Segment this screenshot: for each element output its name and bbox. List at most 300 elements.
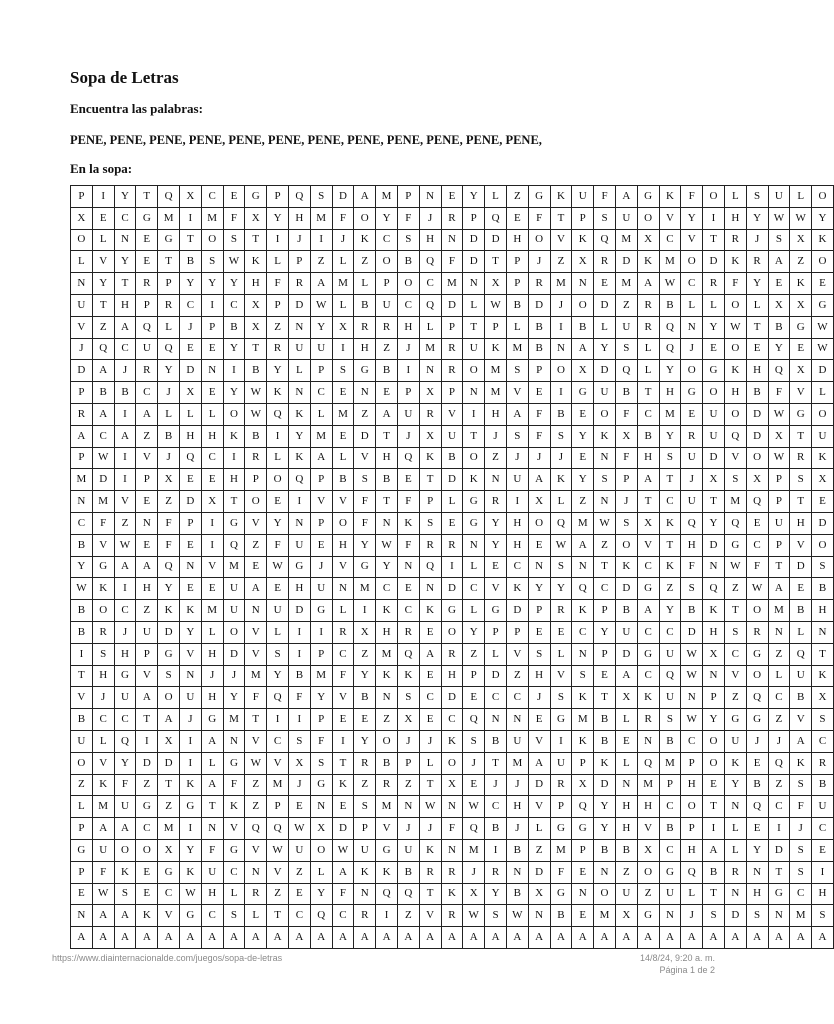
grid-cell: L [594,316,616,338]
grid-cell: F [397,534,419,556]
grid-cell: E [594,665,616,687]
grid-cell: G [441,600,463,622]
grid-cell: D [528,861,550,883]
grid-cell: P [71,818,93,840]
grid-cell: M [332,403,354,425]
grid-cell: O [376,730,398,752]
grid-cell: B [179,251,201,273]
grid-cell: R [441,534,463,556]
grid-cell: I [441,556,463,578]
grid-cell: D [223,643,245,665]
grid-cell: R [354,752,376,774]
grid-cell: B [397,861,419,883]
grid-cell: M [92,491,114,513]
grid-cell: K [812,447,834,469]
grid-cell: W [376,534,398,556]
grid-cell: B [615,382,637,404]
grid-cell: B [506,839,528,861]
grid-cell: G [288,556,310,578]
grid-cell: Y [485,512,507,534]
grid-cell: S [790,839,812,861]
grid-row [71,360,834,382]
grid-cell: F [223,774,245,796]
grid-cell: U [288,338,310,360]
grid-cell: O [681,251,703,273]
grid-cell: J [71,338,93,360]
grid-cell: J [397,730,419,752]
grid-cell: A [659,927,681,949]
grid-cell: D [179,491,201,513]
grid-cell: R [637,709,659,731]
grid-cell: F [354,491,376,513]
grid-cell: Y [594,818,616,840]
grid-cell: A [71,425,93,447]
grid-cell: R [550,774,572,796]
grid-cell: A [136,556,158,578]
grid-cell: N [550,338,572,360]
grid-cell: P [703,687,725,709]
grid-cell: X [637,839,659,861]
grid-cell: K [724,360,746,382]
grid-cell: C [223,294,245,316]
grid-cell: E [419,621,441,643]
grid-cell: O [267,469,289,491]
grid-cell: B [812,774,834,796]
grid-cell: V [332,687,354,709]
grid-cell: U [615,883,637,905]
grid-cell: G [223,752,245,774]
grid-cell: H [659,382,681,404]
grid-cell: Z [158,796,180,818]
grid-cell: L [463,600,485,622]
grid-cell: Y [485,883,507,905]
grid-cell: V [790,534,812,556]
grid-cell: J [681,905,703,927]
grid-cell: X [179,382,201,404]
grid-cell: X [419,425,441,447]
grid-cell: D [441,687,463,709]
grid-cell: F [528,403,550,425]
grid-cell: L [463,556,485,578]
grid-cell: C [506,687,528,709]
grid-cell: A [354,186,376,208]
grid-cell: A [223,927,245,949]
grid-cell: Q [136,316,158,338]
grid-cell: P [267,796,289,818]
grid-cell: O [681,796,703,818]
grid-cell: A [572,338,594,360]
grid-cell: M [223,709,245,731]
grid-cell: N [724,796,746,818]
grid-cell: B [71,534,93,556]
grid-cell: S [550,687,572,709]
grid-cell: U [92,839,114,861]
grid-cell: A [136,687,158,709]
grid-cell: J [288,229,310,251]
grid-cell: C [114,709,136,731]
grid-cell: X [703,643,725,665]
grid-cell: U [397,839,419,861]
grid-cell: A [528,752,550,774]
grid-cell: W [724,316,746,338]
grid-cell: S [746,905,768,927]
grid-cell: G [550,709,572,731]
grid-cell: L [681,883,703,905]
grid-cell: Z [615,294,637,316]
grid-cell: J [485,425,507,447]
grid-cell: Q [703,578,725,600]
grid-row [71,905,834,927]
grid-cell: K [179,861,201,883]
grid-cell: K [637,687,659,709]
grid-cell: U [812,796,834,818]
grid-cell: Z [114,512,136,534]
grid-cell: L [485,186,507,208]
grid-cell: Q [419,251,441,273]
grid-cell: P [768,534,790,556]
grid-cell: N [71,491,93,513]
grid-cell: B [659,818,681,840]
grid-cell: R [354,316,376,338]
grid-cell: S [724,621,746,643]
grid-cell: J [506,774,528,796]
grid-cell: K [790,273,812,295]
grid-cell: K [485,338,507,360]
grid-cell: Z [790,251,812,273]
grid-cell: J [332,229,354,251]
grid-cell: E [267,578,289,600]
grid-cell: S [158,665,180,687]
grid-cell: W [267,839,289,861]
grid-cell: O [158,687,180,709]
grid-cell: C [419,687,441,709]
grid-cell: L [615,752,637,774]
grid-cell: L [550,643,572,665]
grid-cell: T [332,752,354,774]
grid-cell: E [419,665,441,687]
grid-cell: D [768,839,790,861]
grid-cell: X [71,207,93,229]
grid-cell: M [550,273,572,295]
grid-cell: M [71,469,93,491]
grid-cell: I [201,512,223,534]
grid-cell: L [71,251,93,273]
grid-cell: H [681,534,703,556]
grid-cell: J [463,861,485,883]
grid-cell: L [637,338,659,360]
grid-cell: B [158,425,180,447]
grid-cell: X [463,883,485,905]
grid-cell: E [332,709,354,731]
grid-cell: P [354,818,376,840]
grid-cell: M [463,839,485,861]
grid-cell: T [419,774,441,796]
grid-cell: R [790,447,812,469]
grid-cell: S [790,861,812,883]
grid-cell: G [746,643,768,665]
grid-cell: U [594,382,616,404]
grid-cell: P [681,818,703,840]
grid-cell: U [659,687,681,709]
grid-cell: N [441,796,463,818]
grid-cell: E [245,556,267,578]
grid-cell: S [332,360,354,382]
grid-cell: O [724,294,746,316]
grid-cell: V [158,905,180,927]
grid-cell: X [485,273,507,295]
grid-cell: G [92,556,114,578]
grid-cell: T [724,600,746,622]
grid-cell: N [681,316,703,338]
grid-cell: U [506,469,528,491]
grid-cell: Y [812,207,834,229]
grid-cell: T [703,883,725,905]
grid-cell: K [441,883,463,905]
grid-cell: V [267,861,289,883]
grid-cell: N [463,382,485,404]
grid-cell: J [790,818,812,840]
grid-cell: B [397,251,419,273]
grid-cell: B [572,316,594,338]
grid-cell: Q [114,730,136,752]
grid-cell: L [158,403,180,425]
grid-cell: B [681,600,703,622]
grid-cell: A [71,927,93,949]
grid-cell: W [463,905,485,927]
grid-cell: G [136,207,158,229]
grid-cell: P [594,600,616,622]
grid-cell: K [92,578,114,600]
grid-cell: Z [310,251,332,273]
grid-cell: Q [267,687,289,709]
grid-row [71,796,834,818]
grid-cell: Y [572,469,594,491]
grid-cell: O [71,229,93,251]
grid-cell: A [201,927,223,949]
grid-cell: I [310,621,332,643]
grid-cell: L [637,360,659,382]
grid-cell: T [659,534,681,556]
grid-cell: D [288,294,310,316]
grid-cell: E [768,273,790,295]
grid-cell: P [288,251,310,273]
grid-cell: L [419,316,441,338]
grid-cell: Y [158,578,180,600]
grid-cell: X [419,382,441,404]
grid-cell: O [463,360,485,382]
grid-cell: I [92,186,114,208]
grid-cell: K [637,251,659,273]
grid-cell: N [332,578,354,600]
grid-cell: A [376,927,398,949]
grid-cell: W [288,818,310,840]
grid-cell: N [71,905,93,927]
grid-cell: L [812,382,834,404]
grid-cell: Y [71,556,93,578]
grid-cell: Y [746,273,768,295]
grid-cell: S [615,512,637,534]
grid-cell: V [92,752,114,774]
grid-cell: A [332,861,354,883]
grid-cell: P [506,621,528,643]
grid-cell: P [659,774,681,796]
grid-cell: J [179,709,201,731]
grid-cell: Y [267,207,289,229]
grid-cell: O [746,665,768,687]
grid-cell: P [310,643,332,665]
grid-cell: B [659,730,681,752]
grid-cell: C [790,883,812,905]
grid-cell: L [419,752,441,774]
grid-cell: D [790,556,812,578]
grid-cell: W [71,578,93,600]
grid-cell: R [136,273,158,295]
grid-cell: D [594,360,616,382]
grid-cell: S [223,229,245,251]
grid-cell: U [681,447,703,469]
grid-cell: M [201,600,223,622]
grid-cell: K [376,665,398,687]
grid-cell: Y [594,338,616,360]
grid-cell: X [790,229,812,251]
grid-cell: K [397,665,419,687]
grid-cell: G [812,294,834,316]
grid-cell: Q [681,512,703,534]
grid-cell: N [245,600,267,622]
word-search-grid [70,185,834,949]
grid-cell: B [812,578,834,600]
grid-cell: L [354,273,376,295]
grid-cell: C [506,556,528,578]
grid-cell: H [790,512,812,534]
grid-cell: L [201,621,223,643]
grid-cell: S [724,469,746,491]
grid-cell: U [790,665,812,687]
grid-cell: S [506,425,528,447]
grid-cell: I [550,730,572,752]
grid-cell: J [419,730,441,752]
grid-cell: N [485,709,507,731]
grid-row [71,382,834,404]
grid-cell: Q [637,752,659,774]
grid-cell: N [594,447,616,469]
grid-cell: C [376,229,398,251]
grid-cell: L [92,730,114,752]
grid-cell: A [703,839,725,861]
grid-cell: E [594,273,616,295]
grid-cell: M [550,839,572,861]
grid-cell: I [397,360,419,382]
grid-cell: N [594,491,616,513]
grid-cell: H [354,338,376,360]
grid-cell: H [724,207,746,229]
grid-cell: G [201,709,223,731]
grid-cell: Q [419,294,441,316]
grid-cell: M [223,556,245,578]
grid-cell: N [397,556,419,578]
grid-cell: M [615,273,637,295]
grid-cell: E [92,207,114,229]
grid-cell: Z [136,425,158,447]
grid-cell: V [310,491,332,513]
grid-cell: Y [223,687,245,709]
grid-cell: J [179,316,201,338]
grid-cell: Y [594,621,616,643]
grid-cell: W [681,709,703,731]
grid-cell: Q [397,447,419,469]
grid-cell: Q [288,186,310,208]
grid-cell: P [201,316,223,338]
grid-row [71,491,834,513]
grid-cell: K [288,403,310,425]
grid-cell: V [201,556,223,578]
grid-cell: Q [724,512,746,534]
grid-cell: R [550,600,572,622]
grid-cell: A [768,927,790,949]
grid-cell: H [812,883,834,905]
grid-cell: Y [114,186,136,208]
grid-cell: B [223,316,245,338]
grid-cell: E [136,534,158,556]
grid-cell: Y [354,730,376,752]
grid-cell: L [724,818,746,840]
grid-cell: A [485,927,507,949]
grid-cell: C [92,425,114,447]
grid-cell: Y [267,360,289,382]
grid-cell: E [681,403,703,425]
grid-cell: C [136,818,158,840]
grid-cell: B [354,294,376,316]
grid-cell: A [201,774,223,796]
grid-cell: W [223,251,245,273]
grid-cell: K [376,600,398,622]
grid-cell: M [637,774,659,796]
grid-cell: S [812,905,834,927]
grid-cell: I [179,207,201,229]
grid-cell: S [812,709,834,731]
grid-cell: A [703,927,725,949]
grid-cell: B [376,360,398,382]
grid-cell: L [223,883,245,905]
grid-cell: J [550,447,572,469]
grid-cell: P [136,469,158,491]
grid-cell: B [594,730,616,752]
grid-cell: V [659,207,681,229]
grid-cell: F [354,512,376,534]
grid-cell: N [179,665,201,687]
grid-cell: U [223,600,245,622]
grid-cell: U [288,839,310,861]
grid-cell: T [136,709,158,731]
grid-cell: X [615,905,637,927]
grid-cell: M [376,796,398,818]
grid-cell: Y [659,425,681,447]
grid-cell: Q [790,643,812,665]
grid-cell: R [419,534,441,556]
grid-cell: P [572,839,594,861]
grid-cell: P [768,491,790,513]
grid-cell: L [746,294,768,316]
grid-cell: Z [354,403,376,425]
grid-cell: F [615,403,637,425]
grid-cell: O [441,752,463,774]
grid-cell: E [528,621,550,643]
grid-cell: I [310,229,332,251]
grid-cell: S [681,578,703,600]
grid-cell: Y [376,556,398,578]
grid-cell: A [637,927,659,949]
grid-cell: B [376,469,398,491]
